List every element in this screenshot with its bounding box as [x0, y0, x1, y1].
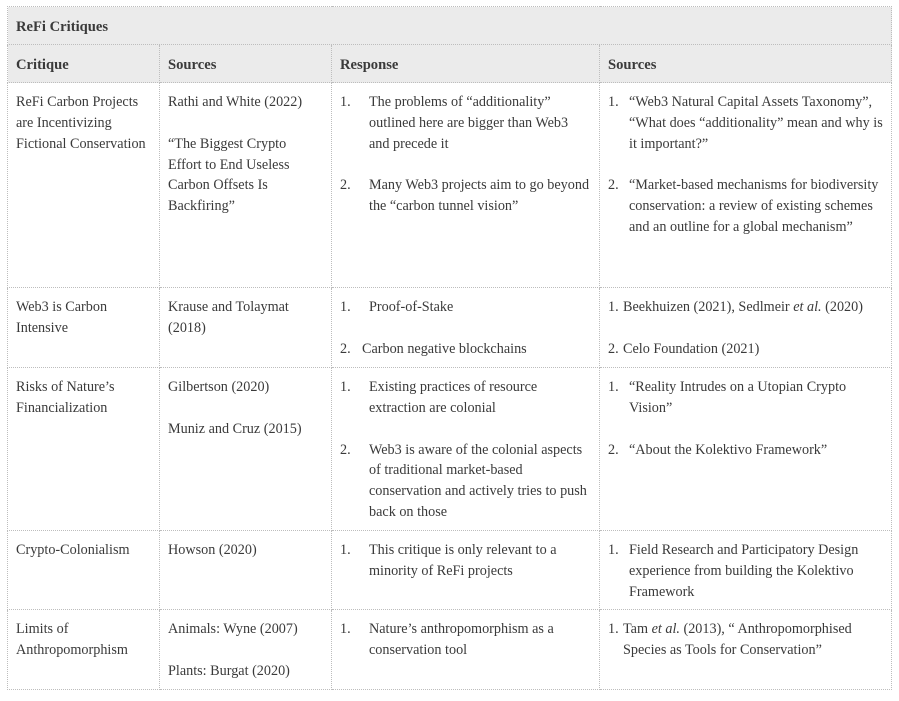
source-entry: Rathi and White (2022) [168, 94, 303, 110]
response-source-text: “Web3 Natural Capital Assets Taxonomy”, “What does “additionality” mean and why is it important?” [629, 94, 883, 152]
response-cell [332, 368, 600, 531]
list-number: 1. [608, 542, 619, 558]
response-text: The problems of “additionality” outlined here are bigger than Web3 and precede it [369, 94, 569, 152]
critique-cell: Limits of Anthropomorphism [8, 610, 160, 690]
list-number: 1. [608, 299, 619, 315]
source-entry: Muniz and Cruz (2015) [168, 420, 302, 437]
list-number: 2. [608, 177, 619, 194]
header-response-sources: Sources [600, 45, 892, 83]
table-row [8, 368, 892, 531]
response-source-item [608, 540, 883, 602]
response-text: Many Web3 projects aim to go beyond the “carbon tunnel vision” [369, 177, 590, 215]
response-source-item [608, 339, 883, 360]
response-sources-cell [600, 83, 892, 288]
header-sources: Sources [160, 45, 332, 83]
response-item [340, 377, 591, 419]
response-cell [332, 610, 600, 690]
header-critique: Critique [8, 45, 160, 83]
response-cell [332, 531, 600, 610]
source-entry: Krause and Tolaymat (2018) [168, 299, 289, 336]
critique-cell: ReFi Carbon Projects are Incentivizing Fictional Conservation [8, 83, 160, 288]
response-item [340, 619, 591, 661]
response-item [340, 175, 591, 217]
response-text: This critique is only relevant to a minority of ReFi projects [369, 542, 557, 579]
critique-cell: Crypto-Colonialism [8, 531, 160, 610]
list-number: 1. [608, 621, 619, 637]
response-source-text: Celo Foundation (2021) [623, 340, 760, 357]
list-number: 2. [608, 340, 619, 357]
table-row [8, 531, 892, 610]
table-row [8, 288, 892, 368]
source-entry: Gilbertson (2020) [168, 379, 270, 395]
refi-critiques-table [7, 6, 892, 690]
table-header-row [8, 45, 892, 83]
source-entry: Plants: Burgat (2020) [168, 662, 290, 679]
sources-cell [160, 531, 332, 610]
list-number: 1. [608, 94, 619, 110]
response-sources-cell [600, 368, 892, 531]
response-source-text: “Market-based mechanisms for biodiversity conservation: a review of existing schemes and an outline for a global mechanism” [629, 177, 879, 235]
response-sources-cell [600, 288, 892, 368]
list-number: 2. [340, 441, 351, 458]
response-text: Web3 is aware of the colonial aspects of traditional market-based conservation and actively tries to push back on those [369, 441, 587, 520]
response-item [340, 339, 591, 360]
response-item [340, 440, 591, 523]
list-number: 1. [340, 94, 351, 110]
citation-title: (2013), “ Anthropomorphised Species as Tools for Conservation” [623, 621, 852, 658]
table-row [8, 83, 892, 288]
critique-cell: Risks of Nature’s Financialization [8, 368, 160, 531]
table-caption-row [8, 7, 892, 45]
response-sources-cell [600, 531, 892, 610]
response-source-text: “About the Kolektivo Framework” [629, 441, 828, 458]
critique-cell: Web3 is Carbon Intensive [8, 288, 160, 368]
sources-cell [160, 368, 332, 531]
sources-cell [160, 288, 332, 368]
list-number: 2. [340, 340, 351, 357]
response-text: Carbon negative blockchains [362, 340, 527, 357]
response-source-text [623, 297, 883, 318]
response-item [340, 92, 591, 154]
response-text: Nature’s anthropomorphism as a conservation tool [369, 621, 554, 658]
response-item [340, 540, 591, 582]
table-row [8, 610, 892, 690]
list-number: 2. [608, 441, 619, 458]
list-number: 1. [340, 379, 351, 395]
source-entry: Howson (2020) [168, 542, 257, 558]
citation-et-al: et al. [651, 621, 680, 637]
response-cell [332, 83, 600, 288]
citation-text: Tam [623, 621, 652, 637]
response-text: Existing practices of resource extraction are colonial [369, 379, 538, 416]
sources-cell [160, 83, 332, 288]
source-entry: Animals: Wyne (2007) [168, 621, 298, 637]
refi-critiques-table-wrapper [7, 6, 891, 690]
response-item [340, 297, 591, 318]
header-response: Response [332, 45, 600, 83]
list-number: 2. [340, 177, 351, 194]
response-source-item [608, 619, 883, 661]
response-source-item [608, 377, 883, 419]
table-title: ReFi Critiques [8, 7, 892, 45]
response-cell [332, 288, 600, 368]
list-number: 1. [340, 299, 351, 315]
list-number: 1. [340, 621, 351, 637]
response-source-text: “Reality Intrudes on a Utopian Crypto Vision” [629, 379, 847, 416]
citation-text: Beekhuizen (2021), Sedlmeir [623, 299, 794, 315]
response-source-item [608, 175, 883, 237]
response-source-text: Field Research and Participatory Design experience from building the Kolektivo Framework [629, 542, 859, 600]
response-source-text [623, 619, 883, 661]
citation-et-al: et al. [793, 299, 822, 315]
list-number: 1. [608, 379, 619, 395]
response-text: Proof-of-Stake [369, 299, 454, 315]
citation-year: (2020) [821, 299, 863, 315]
response-source-item [608, 440, 883, 461]
response-source-item [608, 297, 883, 318]
source-entry: “The Biggest Crypto Effort to End Useless Carbon Offsets Is Backfiring” [168, 135, 290, 215]
list-number: 1. [340, 542, 351, 558]
response-source-item [608, 92, 883, 154]
sources-cell [160, 610, 332, 690]
response-sources-cell [600, 610, 892, 690]
